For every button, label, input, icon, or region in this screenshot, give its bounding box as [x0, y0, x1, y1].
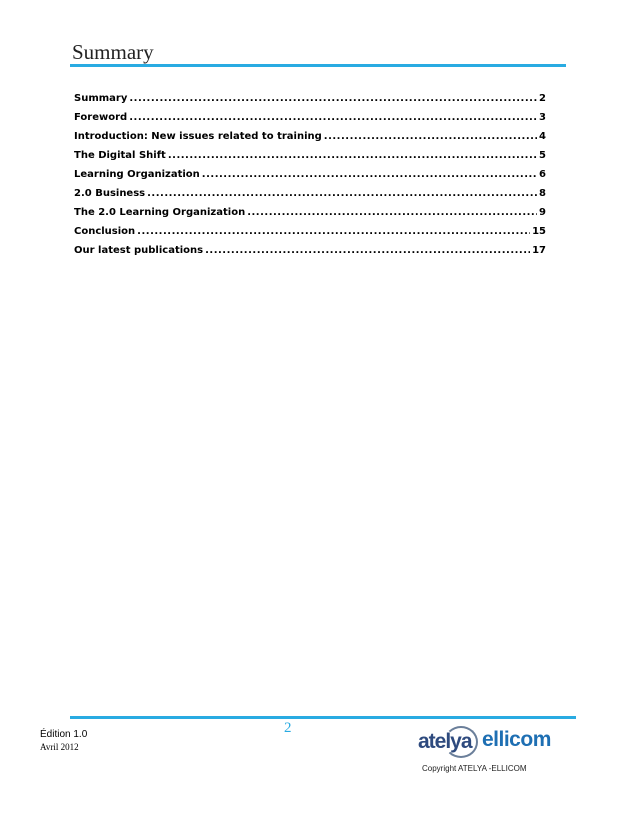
toc-entry-page: 17: [532, 245, 546, 256]
ellicom-logo: ellicom: [482, 728, 551, 751]
edition-label: Édition 1.0: [40, 729, 88, 740]
footer-divider: [70, 716, 576, 719]
toc-entry-label: The 2.0 Learning Organization: [74, 207, 246, 218]
toc-leader-dots: [247, 207, 537, 218]
toc-leader-dots: [202, 169, 537, 180]
toc-entry-digital-shift[interactable]: [74, 150, 546, 169]
page-number: 2: [284, 720, 292, 736]
toc-entry-conclusion[interactable]: [74, 226, 546, 245]
toc-leader-dots: [168, 150, 537, 161]
toc-entry-learning-organization-2[interactable]: [74, 207, 546, 226]
toc-entry-page: 5: [539, 150, 546, 161]
atelya-logo-text: atelya: [418, 730, 472, 753]
table-of-contents: [74, 93, 546, 264]
toc-entry-label: Conclusion: [74, 226, 136, 237]
title-divider: [70, 64, 566, 67]
edition-date: Avril 2012: [40, 742, 79, 752]
toc-entry-introduction[interactable]: [74, 131, 546, 150]
atelya-logo: [416, 725, 478, 757]
toc-leader-dots: [205, 245, 530, 256]
toc-entry-label: Learning Organization: [74, 169, 200, 180]
toc-entry-learning-organization[interactable]: [74, 169, 546, 188]
toc-leader-dots: [129, 93, 537, 104]
toc-entry-page: 6: [539, 169, 546, 180]
toc-entry-label: Summary: [74, 93, 128, 104]
toc-entry-business[interactable]: [74, 188, 546, 207]
copyright-notice: Copyright ATELYA -ELLICOM: [422, 764, 527, 773]
toc-leader-dots: [324, 131, 537, 142]
page-title: Summary: [72, 40, 154, 64]
toc-entry-summary[interactable]: [74, 93, 546, 112]
toc-leader-dots: [147, 188, 537, 199]
toc-entry-publications[interactable]: [74, 245, 546, 264]
toc-entry-page: 2: [539, 93, 546, 104]
toc-leader-dots: [129, 112, 537, 123]
toc-entry-page: 9: [539, 207, 546, 218]
toc-leader-dots: [137, 226, 530, 237]
toc-entry-label: Introduction: New issues related to training: [74, 131, 322, 142]
toc-entry-label: The Digital Shift: [74, 150, 166, 161]
toc-entry-foreword[interactable]: [74, 112, 546, 131]
toc-entry-label: Foreword: [74, 112, 128, 123]
toc-entry-page: 8: [539, 188, 546, 199]
toc-entry-label: 2.0 Business: [74, 188, 146, 199]
toc-entry-page: 4: [539, 131, 546, 142]
toc-entry-page: 3: [539, 112, 546, 123]
toc-entry-page: 15: [532, 226, 546, 237]
toc-entry-label: Our latest publications: [74, 245, 204, 256]
